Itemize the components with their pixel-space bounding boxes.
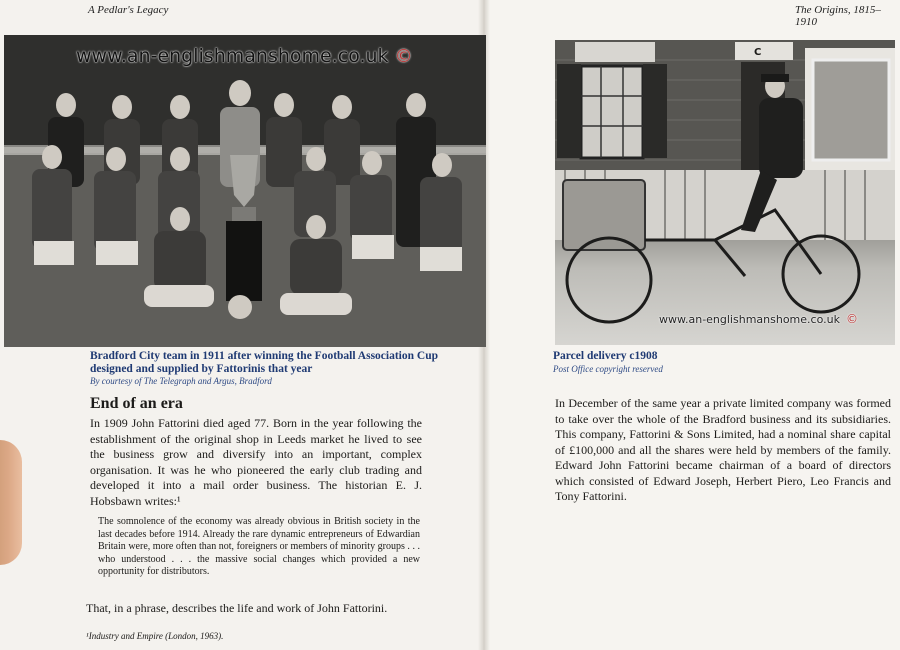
parcel-photo-watermark — [659, 312, 858, 326]
parcel-photo-illustration — [555, 40, 895, 345]
copyright-icon: © — [394, 46, 413, 67]
parcel-photo-caption: Parcel delivery c1908 — [553, 350, 658, 362]
hobsbawn-quote: The somnolence of the economy was already obvious in British society in the last decades before 1914. Already the rare dynamic entrepreneurs of Edwardian Britain were, more often than not, foreigners or members of minority groups . . . who understood . . . the massive social changes which provided a new opportunity for distributors. — [98, 516, 420, 578]
team-photo-caption: Bradford City team in 1911 after winning the Football Association Cup designed and supplied by Fattorinis that year — [90, 350, 438, 375]
parcel-watermark-text: www.an-englishmanshome.co.uk — [659, 313, 840, 326]
team-photo-credit: By courtesy of The Telegraph and Argus, Bradford — [90, 376, 272, 386]
parcel-delivery-photo — [555, 40, 895, 345]
reader-thumb — [0, 440, 22, 565]
parcel-photo-credit: Post Office copyright reserved — [553, 364, 663, 374]
team-photo-watermark — [76, 45, 413, 67]
left-running-head: A Pedlar's Legacy — [88, 4, 169, 16]
copyright-icon: © — [845, 312, 858, 326]
football-team-photo — [4, 35, 486, 347]
shop-sign-letter: C — [754, 47, 762, 58]
right-running-head: The Origins, 1815–1910 — [795, 4, 881, 28]
team-watermark-text: www.an-englishmanshome.co.uk — [76, 45, 389, 67]
right-body-paragraph: In December of the same year a private limited company was formed to take over the whole of the Bradford business and its subsidiaries. This company, Fattorini & Sons Limited, had a nominal share capital of £100,000 and all the shares were held by members of the family. Edward John Fattorini became chairman of a board of directors which consisted of Edward Joseph, Herbert Piero, Leo Francis and Tony Fattorini. — [555, 396, 891, 503]
left-body-paragraph: In 1909 John Fattorini died aged 77. Born in the year following the establishment of the original shop in Leeds market he lived to see the business grow and diversify into an important, complex organisation. It was he who pioneered the early club trading and developed it into a mail order business. The historian E. J. Hobsbawn writes:¹ — [90, 416, 422, 508]
footnote: ¹Industry and Empire (London, 1963). — [86, 631, 224, 641]
section-heading: End of an era — [90, 395, 183, 412]
conclusion-paragraph: That, in a phrase, describes the life and work of John Fattorini. — [86, 601, 388, 615]
team-photo-illustration — [4, 35, 486, 347]
